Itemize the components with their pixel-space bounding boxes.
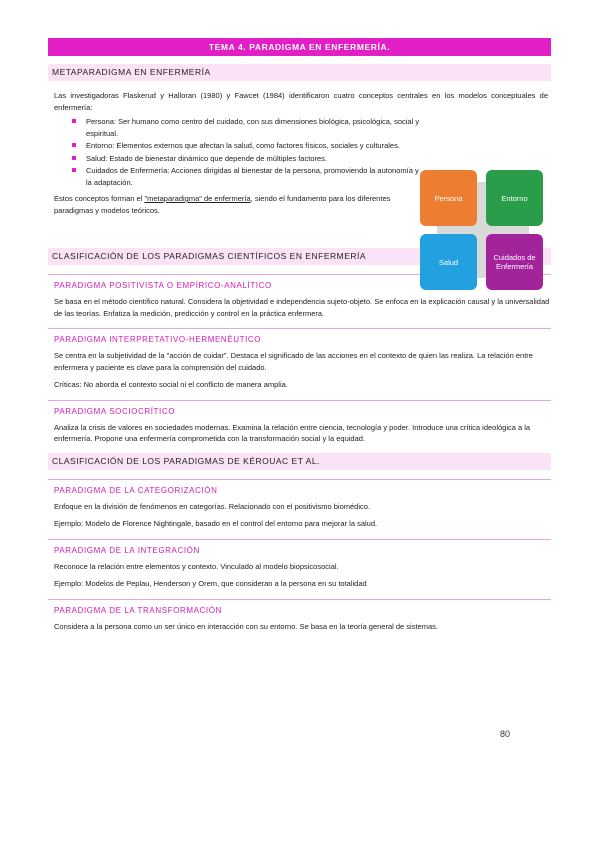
document-page bbox=[48, 38, 551, 632]
list-item-salud: Salud: Estado de bienestar dinámico que depende de múltiples factores. bbox=[72, 153, 420, 165]
subheader-sociocritico: PARADIGMA SOCIOCRÍTICO bbox=[48, 400, 551, 416]
paragraph-interpretativo: Se centra en la subjetividad de la "acción de cuidar". Destaca el significado de las acciones en el contexto de quien las realiza. La relación entre enfermera y paciente es clave para la comprensión del cuidado. bbox=[54, 351, 533, 372]
tile-salud: Salud bbox=[420, 234, 477, 290]
square-bullet-icon bbox=[72, 168, 76, 172]
paragraph-sociocritico: Analiza la crisis de valores en sociedades modernas. Examina la relación entre ciencia, tecnología y poder. Introduce una crítica ideológica a la enfermería. Propone una enfermería comprometida con la transformación social y la equidad. bbox=[54, 422, 531, 443]
metaparadigma-link[interactable]: "metaparadigma" de enfermería bbox=[144, 194, 251, 203]
paragraph-integracion-ejemplo: Ejemplo: Modelos de Peplau, Henderson y Orem, que consideran a la persona en su totalidad bbox=[54, 579, 367, 588]
section-header-cientificos: CLASIFICACIÓN DE LOS PARADIGMAS CIENTÍFICOS EN ENFERMERÍA bbox=[48, 248, 551, 265]
list-item-entorno: Entorno: Elementos externos que afectan la salud, como factores físicos, sociales y culturales. bbox=[72, 140, 420, 152]
subheader-transformacion: PARADIGMA DE LA TRANSFORMACIÓN bbox=[48, 599, 551, 615]
document-title: TEMA 4. PARADIGMA EN ENFERMERÍA. bbox=[48, 38, 551, 56]
list-item-cuidados: Cuidados de Enfermería: Acciones dirigidas al bienestar de la persona, promoviendo la autonomía y la adaptación. bbox=[72, 165, 420, 188]
paragraph-criticas: Críticas: No aborda el contexto social ni el conflicto de manera amplia. bbox=[54, 380, 288, 389]
subheader-interpretativo: PARADIGMA INTERPRETATIVO-HERMENÉUTICO bbox=[48, 328, 551, 344]
page-number: 80 bbox=[500, 729, 511, 739]
paragraph-categorizacion: Enfoque en la división de fenómenos en categorías. Relacionado con el positivismo biomédico. bbox=[54, 501, 371, 511]
paragraph-transformacion: Considera a la persona como un ser único en interacción con su entorno. Se basa en la teoría general de sistemas. bbox=[54, 621, 438, 631]
tile-entorno: Entorno bbox=[486, 170, 543, 226]
paragraph-integracion: Reconoce la relación entre elementos y contexto. Vinculado al modelo biopsicosocial. bbox=[54, 561, 339, 571]
tile-persona: Persona bbox=[420, 170, 477, 226]
paragraph-positivista: Se basa en el método científico natural. Considera la objetividad e independencia sujeto-objeto. Se enfoca en la explicación causal y la universalidad de las teorías. Enfatiza la medición, predicción y control en la práctica enfermera. bbox=[54, 297, 550, 318]
square-bullet-icon bbox=[72, 143, 76, 147]
metaparadigma-concept-list bbox=[48, 116, 420, 188]
subheader-categorizacion: PARADIGMA DE LA CATEGORIZACIÓN bbox=[48, 479, 551, 495]
tile-cuidados: Cuidados de Enfermería bbox=[486, 234, 543, 290]
square-bullet-icon bbox=[72, 119, 76, 123]
metaparadigma-intro: Las investigadoras Flaskerud y Halloran (1980) y Fawcet (1984) identificaron cuatro conceptos centrales en los modelos conceptuales de enfermería: bbox=[54, 91, 548, 112]
list-item-persona: Persona: Ser humano como centro del cuidado, con sus dimensiones biológica, psicológica, social y espiritual. bbox=[72, 116, 420, 139]
section-header-kerouac: CLASIFICACIÓN DE LOS PARADIGMAS DE KÉROUAC ET AL. bbox=[48, 453, 551, 470]
paragraph-categorizacion-ejemplo: Ejemplo: Modelo de Florence Nightingale, basado en el control del entorno para mejorar la salud. bbox=[54, 519, 378, 528]
section-header-metaparadigma: METAPARADIGMA EN ENFERMERÍA bbox=[48, 64, 551, 81]
subheader-positivista: PARADIGMA POSITIVISTA O EMPÍRICO-ANALÍTICO bbox=[48, 274, 551, 290]
metaparadigma-closing: Estos conceptos forman el "metaparadigma" de enfermería, siendo el fundamento para los diferentes paradigmas y modelos teóricos. bbox=[54, 194, 391, 215]
metaparadigma-concept-grid bbox=[417, 170, 547, 292]
square-bullet-icon bbox=[72, 156, 76, 160]
subheader-integracion: PARADIGMA DE LA INTEGRACIÓN bbox=[48, 539, 551, 555]
